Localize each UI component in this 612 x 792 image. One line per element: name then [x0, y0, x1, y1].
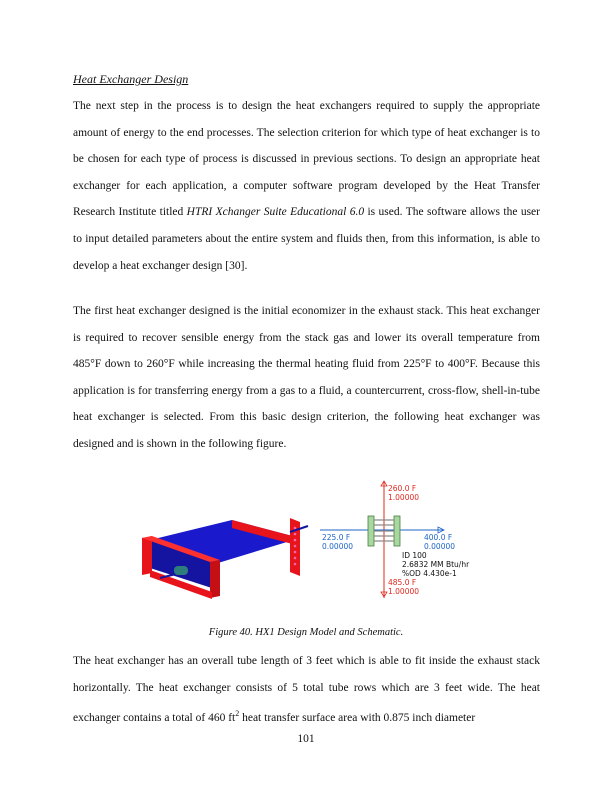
paragraph-1-text-a: The next step in the process is to design the heat exchangers required to supply the appropriate amount of energy to the end processes. The selection criterion for which type of heat exchanger is to be chosen for each type of process is discussed in previous sections. To design an appropriate heat exchanger for each application, a computer software program developed by the Heat Transfer Research Institute titled [73, 100, 540, 219]
paragraph-2: The first heat exchanger designed is the initial economizer in the exhaust stack. This heat exchanger is required to recover sensible energy from the stack gas and lower its overall temperature from 485°F down to 260°F while increasing the thermal heating fluid from 225°F to 400°F. Because this application is for transferring energy from a gas to a fluid, a countercurrent, cross-flow, shell-in-tube heat exchanger is selected. From this basic design criterion, the following heat exchanger was designed and is shown in the following figure. [73, 305, 540, 450]
bottom-temperature: 485.0 F [388, 578, 417, 587]
right-temperature: 400.0 F [424, 533, 453, 542]
paragraph-1 [73, 93, 540, 279]
left-temperature: 225.0 F [322, 533, 351, 542]
top-fraction: 1.00000 [388, 493, 420, 502]
section-heading: Heat Exchanger Design [73, 72, 189, 86]
area-superscript: 2 [235, 709, 240, 719]
page-number: 101 [297, 733, 315, 745]
paragraph-3 [73, 648, 540, 732]
figure-caption: Figure 40. HX1 Design Model and Schematic. [208, 627, 404, 638]
right-fraction: 0.00000 [424, 542, 456, 551]
paragraph-1-text-b: is used. The software allows the user to input detailed parameters about the entire system and fluids then, from this information, is able to develop a heat exchanger design [30]. [73, 206, 540, 272]
top-temperature: 260.0 F [388, 484, 417, 493]
heat-exchanger-schematic [320, 478, 490, 608]
left-fraction: 0.00000 [322, 542, 354, 551]
id-label: ID 100 [402, 551, 427, 560]
bottom-fraction: 1.00000 [388, 587, 420, 596]
paragraph-3-text-a: The heat exchanger has an overall tube length of 3 feet which is able to fit inside the exhaust stack horizontally. The heat exchanger consists of 5 total tube rows which are 3 feet wide. The heat exchanger contains a total of 460 ft [73, 655, 540, 725]
paragraph-3-text-b: heat transfer surface area with 0.875 inch diameter [239, 712, 476, 725]
software-name: HTRI Xchanger Suite Educational 6.0 [186, 206, 365, 219]
figure-40 [140, 478, 500, 608]
od-label: %OD 4.430e-1 [402, 569, 457, 578]
duty-label: 2.6832 MM Btu/hr [402, 560, 470, 569]
heat-exchanger-model-image [140, 478, 330, 608]
